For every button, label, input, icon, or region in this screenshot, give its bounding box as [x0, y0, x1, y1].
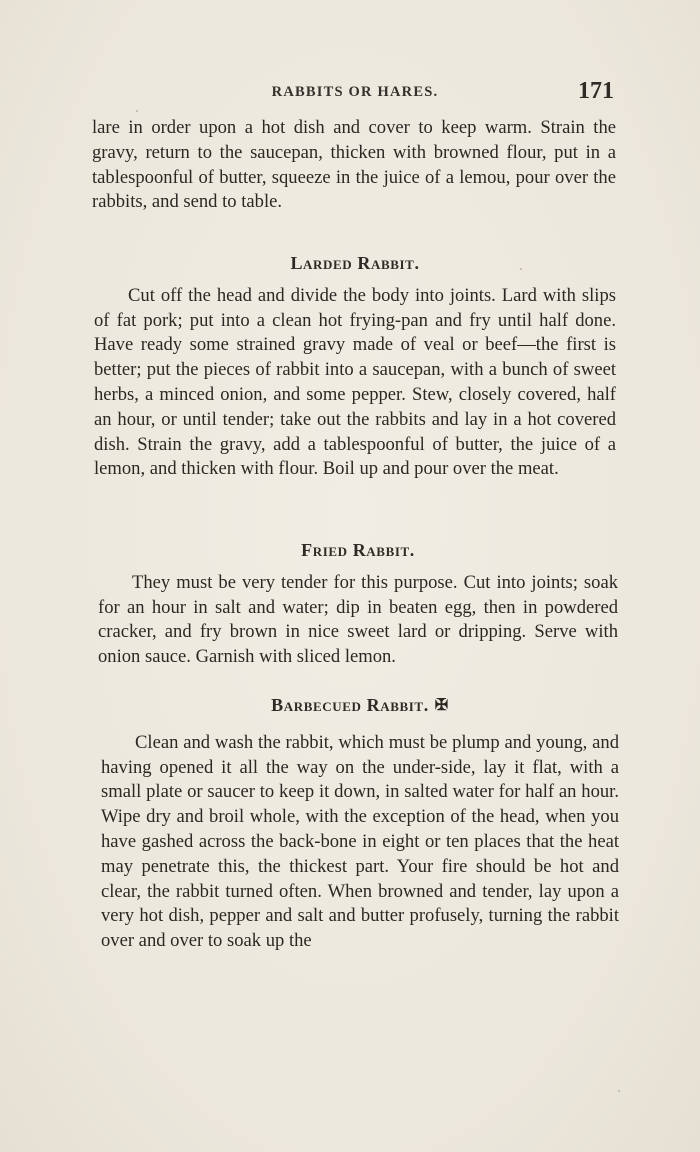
paragraph-larded-rabbit: Cut off the head and divide the body into joints. Lard with slips of fat pork; put into a clean hot frying-pan and fry until half done. Have ready some strained gravy made of veal or beef—the first is better; put the pieces of rabbit into a saucepan, with a bunch of sweet herbs, a minced onion, and some pepper. Stew, closely covered, half an hour, or until tender; take out the rabbits and lay in a hot covered dish. Strain the gravy, add a tablespoonful of butter, the juice of a lemon, and thicken with flour. Boil up and pour over the meat.: [94, 284, 616, 480]
continued-paragraph-block: [92, 116, 616, 215]
paper-speck: [618, 1090, 620, 1092]
page-number: 171: [578, 78, 614, 104]
larded-rabbit-section: [94, 251, 616, 482]
running-head: [92, 78, 618, 110]
paper-speck: [136, 110, 138, 112]
heading-barbecued-text: Barbecued Rabbit.: [271, 695, 429, 715]
heading-barbecued-rabbit: [101, 693, 619, 719]
heading-larded-rabbit: Larded Rabbit.: [290, 253, 420, 273]
paragraph-fried-rabbit: They must be very tender for this purpose. Cut into joints; soak for an hour in salt and water; dip in beaten egg, then in powdered cracker, and fry brown in nice sweet lard or dripping. Serve with onion sauce. Garnish with sliced lemon.: [98, 571, 618, 668]
cross-mark-icon: ✠: [434, 697, 449, 714]
heading-fried-rabbit: Fried Rabbit.: [301, 540, 415, 560]
paragraph-barbecued-rabbit: Clean and wash the rabbit, which must be plump and young, and having opened it all the way on the under-side, lay it flat, with a small plate or saucer to keep it down, in salted water for half an hour. Wipe dry and broil whole, with the exception of the head, when you have gashed across the back-bone in eight or ten places that the heat may penetrate this, the thickest part. Your fire should be hot and clear, the rabbit turned often. When browned and tender, lay upon a very hot dish, pepper and salt and butter profusely, turning the rabbit over and over to soak up the: [101, 731, 619, 952]
paper-speck: [520, 268, 522, 270]
barbecued-rabbit-section: [101, 693, 619, 954]
paragraph-continued: lare in order upon a hot dish and cover to keep warm. Strain the gravy, return to the saucepan, thicken with browned flour, put in a tablespoonful of butter, squeeze in the juice of a lemou, pour over the rabbits, and send to table.: [92, 117, 616, 213]
running-title: RABBITS OR HARES.: [271, 84, 439, 100]
fried-rabbit-section: [98, 538, 618, 670]
